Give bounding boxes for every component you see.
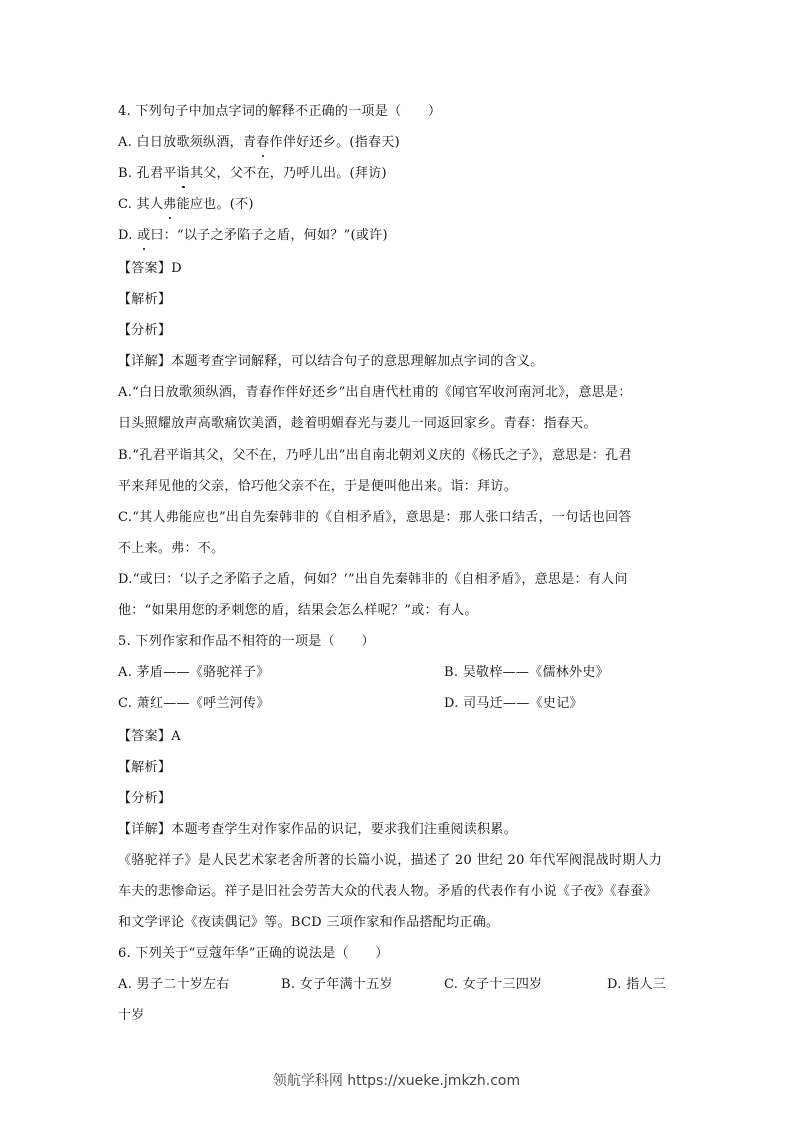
- q6-option-d-continued: 十岁: [118, 1008, 145, 1023]
- q4-option-d: [118, 227, 388, 245]
- q4-detail-line: 平来拜见他的父亲，恰巧他父亲不在，于是便叫他出来。诣：拜访。: [118, 479, 518, 494]
- q4-detail-line: 【详解】本题考查字词解释，可以结合句子的意思理解加点字词的含义。: [118, 354, 544, 369]
- q6-option-c: C. 女子十三四岁: [444, 977, 543, 992]
- q5-detail-line: 《骆驼祥子》是人民艺术家老舍所著的长篇小说，描述了 20 世纪 20 年代军阀混战时期人力: [118, 853, 663, 868]
- q4-detail-line: 不上来。弗：不。: [118, 541, 225, 556]
- q4-jiexi: 【解析】: [118, 292, 172, 307]
- q4-option-d-dotted: 或: [137, 228, 151, 243]
- q6-option-d: D. 指人三: [607, 977, 667, 992]
- q4-option-a-post: 作伴好还乡。(指春天): [269, 135, 401, 150]
- q5-detail-line: 和文学评论《夜读偶记》等。BCD 三项作家和作品搭配均正确。: [118, 915, 500, 930]
- q4-option-b-post: 其父，父不在，乃呼儿出。(拜访): [189, 166, 387, 181]
- q4-option-a-dotted: 春: [256, 135, 270, 150]
- q4-option-b-dotted: 诣: [176, 166, 190, 181]
- q5-option-a: A. 茅盾——《骆驼祥子》: [118, 665, 270, 680]
- q5-option-d: D. 司马迁——《史记》: [444, 696, 583, 711]
- q4-fenxi: 【分析】: [118, 323, 172, 338]
- q4-detail-line: A.“白日放歌须纵酒，青春作伴好还乡”出自唐代杜甫的《闻官军收河南河北》，意思是：: [118, 385, 632, 400]
- page-footer: 领航学科网 https://xueke.jmkzh.com: [272, 1073, 521, 1089]
- q4-detail-line: 日头照耀放声高歌痛饮美酒，趁着明媚春光与妻儿一同返回家乡。青春：指春天。: [118, 416, 597, 431]
- q5-option-c: C. 萧红——《呼兰河传》: [118, 696, 270, 711]
- q5-detail-line: 【详解】本题考查学生对作家作品的识记，要求我们注重阅读积累。: [118, 822, 518, 837]
- q4-option-c-dotted: 弗: [163, 197, 177, 212]
- q6-option-a: A. 男子二十岁左右: [118, 977, 230, 992]
- q5-fenxi: 【分析】: [118, 791, 172, 806]
- q6-option-b: B. 女子年满十五岁: [281, 977, 393, 992]
- q4-option-b: [118, 165, 387, 183]
- q5-stem: 5. 下列作家和作品不相符的一项是（ ）: [118, 634, 375, 649]
- q4-detail-line: D.“或曰：‘以子之矛陷子之盾，何如？’”出自先秦韩非的《自相矛盾》，意思是：有人问: [118, 572, 628, 587]
- q5-option-b: B. 吴敬梓——《儒林外史》: [444, 665, 610, 680]
- q4-option-d-pre: D.: [118, 228, 138, 243]
- q4-option-c-post: 能应也。(不): [176, 197, 254, 212]
- q4-detail-line: C.“其人弗能应也”出自先秦韩非的《自相矛盾》，意思是：那人张口结舌，一句话也回答: [118, 510, 632, 525]
- q6-stem: 6. 下列关于“豆蔻年华”正确的说法是（ ）: [118, 946, 389, 961]
- q4-option-c: [118, 196, 254, 214]
- q4-detail-line: 他：“如果用您的矛刺您的盾，结果会怎么样呢？”或：有人。: [118, 603, 478, 618]
- q5-detail-line: 车夫的悲惨命运。祥子是旧社会劳苦大众的代表人物。矛盾的代表作有小说《子夜》《春蚕》: [118, 884, 657, 899]
- q4-option-a-pre: A. 白日放歌须纵酒，青: [118, 135, 257, 150]
- q4-answer: 【答案】D: [118, 261, 182, 276]
- q4-option-d-post: 曰：“以子之矛陷子之盾，何如？”(或许): [150, 228, 388, 243]
- q4-option-a: [118, 134, 400, 152]
- q4-detail-line: B.“孔君平诣其父，父不在，乃呼儿出”出自南北朝刘义庆的《杨氏之子》，意思是：孔君: [118, 448, 632, 463]
- q4-option-b-pre: B. 孔君平: [118, 166, 177, 181]
- q5-answer: 【答案】A: [118, 729, 181, 744]
- q4-option-c-pre: C. 其人: [118, 197, 164, 212]
- q5-jiexi: 【解析】: [118, 760, 172, 775]
- q4-stem: 4. 下列句子中加点字词的解释不正确的一项是（ ）: [118, 104, 442, 119]
